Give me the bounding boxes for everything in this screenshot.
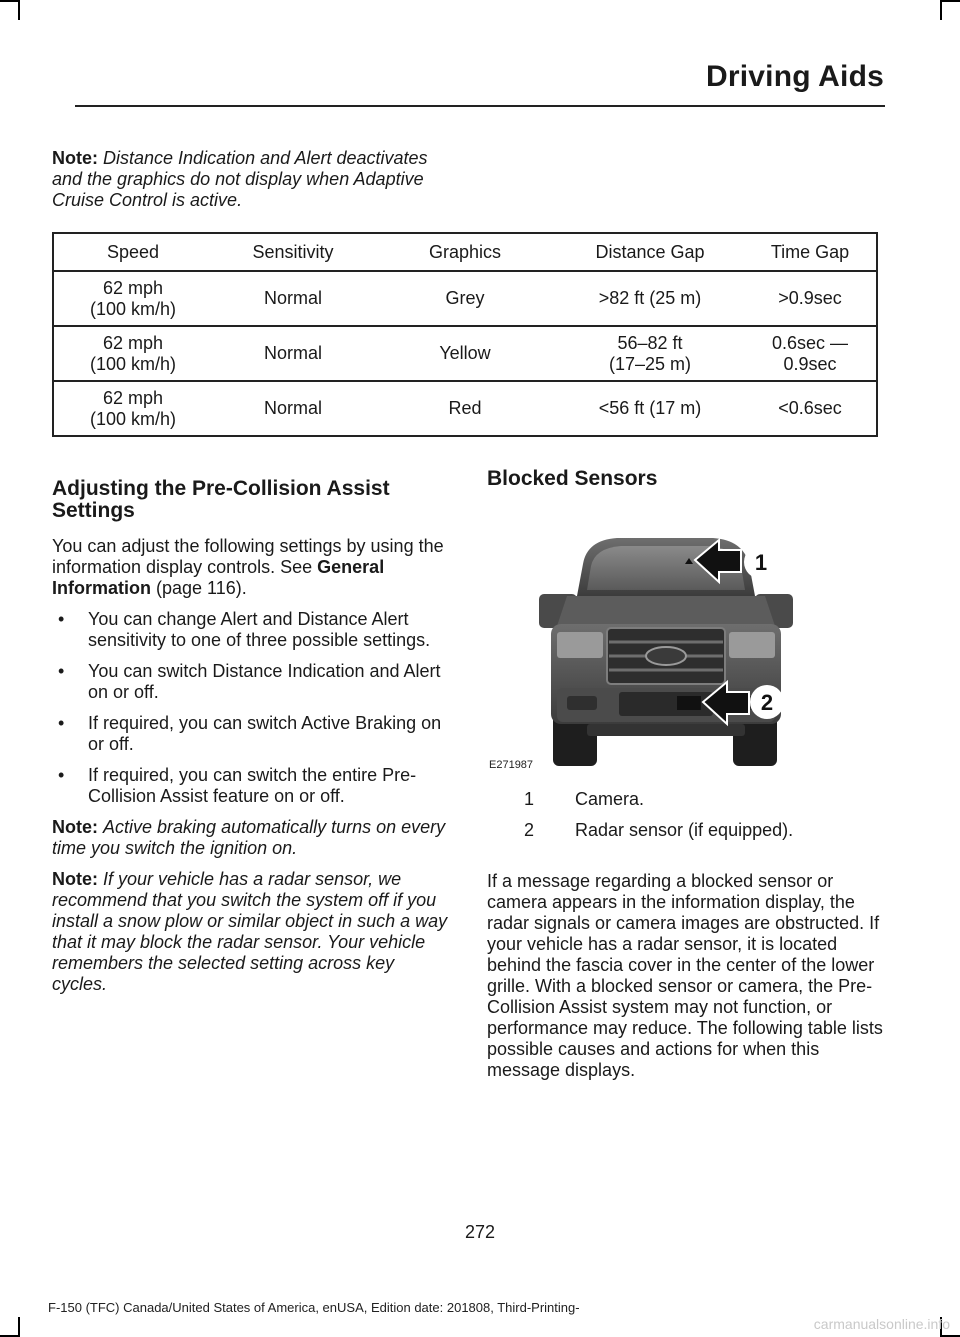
cell-line: 62 mph <box>102 387 164 408</box>
cell-graphics: Red <box>374 381 556 436</box>
right-headlight <box>729 632 775 658</box>
page-title: Driving Aids <box>706 60 884 93</box>
bullet-icon: • <box>58 609 65 629</box>
list-item <box>487 789 887 810</box>
cell-line: 62 mph <box>102 332 164 353</box>
callout-num: 1 <box>524 789 535 809</box>
distance-alert-table <box>52 232 878 437</box>
note-text: Distance Indication and Alert deactivates and the graphics do not display when Adaptive Cruise Control is active. <box>52 148 428 210</box>
skid-plate <box>587 724 745 736</box>
cell-line: 56–82 ft <box>617 332 683 353</box>
bullet-icon: • <box>58 765 65 785</box>
callout-list <box>487 789 887 851</box>
cell-sensitivity: Normal <box>212 271 374 326</box>
intro-paragraph <box>52 536 448 599</box>
section-heading-pre-collision: Adjusting the Pre-Collision Assist Settings <box>52 477 390 522</box>
cell-line: (100 km/h) <box>89 408 177 429</box>
crop-mark <box>940 0 960 2</box>
radar-sensor <box>677 696 701 710</box>
list-item <box>52 609 448 651</box>
bullet-icon: • <box>58 661 65 681</box>
list-item-text: You can change Alert and Distance Alert sensitivity to one of three possible settings. <box>88 609 431 650</box>
watermark: carmanualsonline.info <box>813 1316 950 1332</box>
column-header-sensitivity: Sensitivity <box>212 233 374 271</box>
cell-time-gap <box>744 271 877 326</box>
general-information-link[interactable]: General Information <box>52 557 385 598</box>
list-item-text: If required, you can switch the entire Pre-Collision Assist feature on or off. <box>88 765 417 806</box>
cell-speed <box>53 381 212 436</box>
cell-line: >82 ft (25 m) <box>598 288 702 308</box>
table-row <box>53 271 877 326</box>
column-header-speed: Speed <box>53 233 212 271</box>
column-header-graphics: Graphics <box>374 233 556 271</box>
cell-line: (100 km/h) <box>89 353 177 374</box>
page-reference: (page 116). <box>151 578 247 598</box>
hood <box>557 596 775 626</box>
footer-edition: F-150 (TFC) Canada/United States of America, enUSA, Edition date: 201808, Third-Printing- <box>48 1300 580 1315</box>
left-headlight <box>557 632 603 658</box>
crop-mark <box>18 1317 20 1337</box>
table-row <box>53 381 877 436</box>
cell-line: (100 km/h) <box>89 298 177 319</box>
top-note <box>52 148 452 211</box>
crop-mark <box>940 0 942 20</box>
cell-line: 62 mph <box>102 277 164 298</box>
cell-line: <56 ft (17 m) <box>598 398 702 418</box>
callout-text: Camera. <box>575 789 645 809</box>
cell-speed <box>53 326 212 381</box>
settings-list <box>52 609 448 807</box>
note-text: Active braking automatically turns on every time you switch the ignition on. <box>52 817 446 858</box>
cell-graphics: Grey <box>374 271 556 326</box>
callout-number-2: 2 <box>760 690 774 715</box>
list-item <box>52 661 448 703</box>
cell-line: <0.6sec <box>778 398 842 418</box>
cell-graphics: Yellow <box>374 326 556 381</box>
cell-distance-gap <box>556 381 744 436</box>
truck-front-svg <box>487 506 843 774</box>
figure-code: E271987 <box>489 759 534 771</box>
page-number: 272 <box>464 1222 496 1242</box>
list-item <box>52 713 448 755</box>
crop-mark <box>18 0 20 20</box>
bullet-icon: • <box>58 713 65 733</box>
section-heading-blocked-sensors: Blocked Sensors <box>487 467 658 490</box>
column-header-distance-gap: Distance Gap <box>556 233 744 271</box>
list-item-text: If required, you can switch Active Braking on or off. <box>88 713 442 754</box>
callout-number-1: 1 <box>754 550 768 575</box>
crop-mark <box>0 0 20 2</box>
intro-text: You can adjust the following settings by using the information display controls. See <box>52 536 444 577</box>
note-text: If your vehicle has a radar sensor, we recommend that you switch the system off if you install a snow plow or similar object in such a way that it may block the radar sensor. Your vehicle remembers the selected setting across key cycles. <box>52 869 448 994</box>
blocked-sensor-paragraph: If a message regarding a blocked sensor or camera appears in the information display, the radar signals or camera images are obstructed. If your vehicle has a radar sensor, it is located behind the fascia cover in the center of the lower grille. With a blocked sensor or camera, the Pre-Collision Assist system may not function, or performance may reduce. The following table lists possible causes and actions for when this message displays. <box>487 871 883 1080</box>
left-fog-lamp <box>567 696 597 710</box>
note-label: Note: <box>52 148 98 168</box>
cell-time-gap <box>744 381 877 436</box>
note-active-braking <box>52 817 448 859</box>
cell-speed <box>53 271 212 326</box>
cell-sensitivity: Normal <box>212 381 374 436</box>
callout-text: Radar sensor (if equipped). <box>575 820 794 840</box>
list-item <box>52 765 448 807</box>
note-label: Note: <box>52 869 98 889</box>
cell-distance-gap <box>556 326 744 381</box>
cell-distance-gap <box>556 271 744 326</box>
table-header-row <box>53 233 877 271</box>
note-label: Note: <box>52 817 98 837</box>
note-radar-sensor <box>52 869 448 995</box>
list-item <box>487 820 887 841</box>
truck-front-illustration <box>487 506 843 774</box>
cell-line: (17–25 m) <box>608 353 692 374</box>
table-row <box>53 326 877 381</box>
cell-line: >0.9sec <box>778 288 842 308</box>
callout-num: 2 <box>524 820 535 840</box>
brand-emblem <box>646 647 686 665</box>
header-rule <box>75 105 885 107</box>
right-column <box>487 468 887 490</box>
cell-time-gap <box>744 326 877 381</box>
left-column <box>52 478 448 1005</box>
list-item-text: You can switch Distance Indication and Alert on or off. <box>88 661 441 702</box>
cell-line: 0.6sec — <box>771 332 849 353</box>
column-header-time-gap: Time Gap <box>744 233 877 271</box>
cell-sensitivity: Normal <box>212 326 374 381</box>
cell-line: 0.9sec <box>783 353 837 374</box>
